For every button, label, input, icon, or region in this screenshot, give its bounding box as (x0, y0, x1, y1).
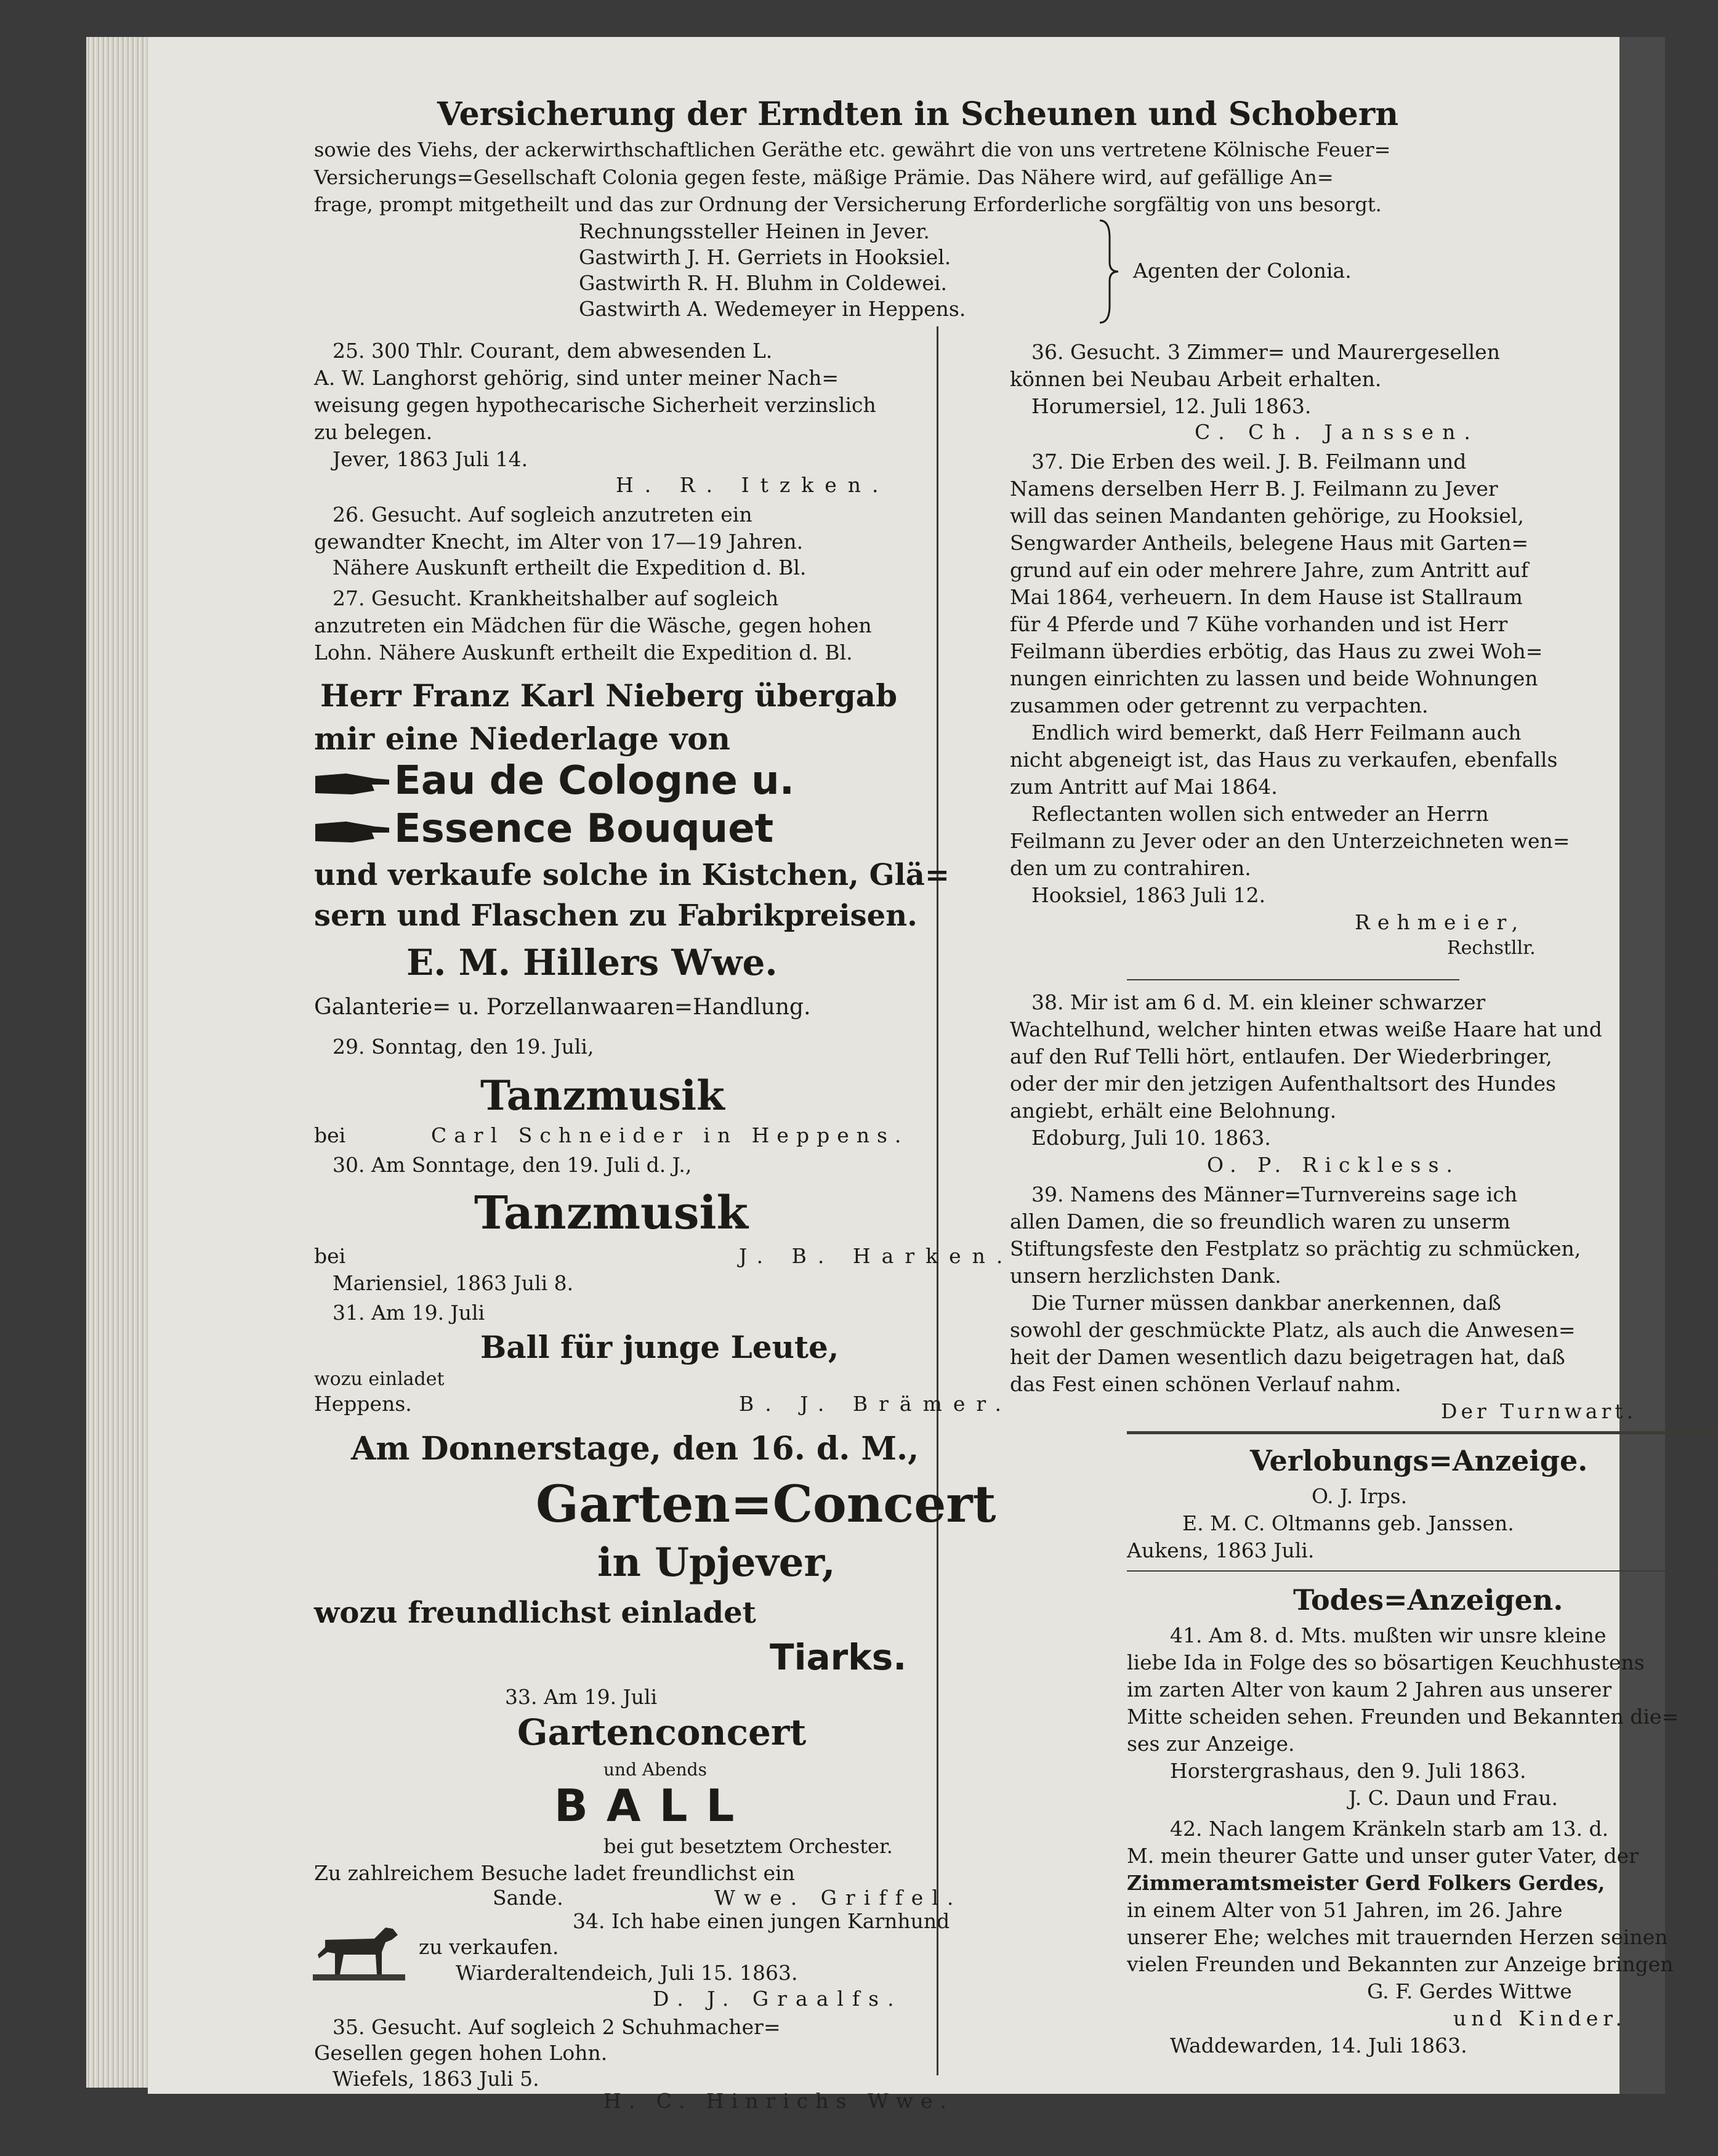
ad35-line-3: Wiefels, 1863 Juli 5. (333, 2067, 539, 2091)
ad38-line-3: auf den Ruf Telli hört, entlaufen. Der Wiederbringer, (1010, 1044, 1552, 1068)
agent-4: Gastwirth A. Wedemeyer in Heppens. (579, 297, 966, 321)
ad34-line-1: 34. Ich habe einen jungen Karnhund (573, 1909, 950, 1933)
ad32-invite: wozu freundlichst einladet (314, 1596, 756, 1630)
brace-icon (1096, 219, 1121, 324)
death-notices-title: Todes=Anzeigen. (1293, 1583, 1563, 1617)
ad27-line-3: Lohn. Nähere Auskunft ertheilt die Expedition d. Bl. (314, 640, 853, 664)
agent-2: Gastwirth J. H. Gerriets in Hooksiel. (579, 245, 951, 269)
column-divider (937, 326, 938, 2075)
ad30-head: Tanzmusik (474, 1187, 748, 1240)
ad39-line-5: Die Turner müssen dankbar anerkennen, daß (1031, 1291, 1501, 1315)
ad39-signature: Der Turnwart. (1441, 1399, 1637, 1423)
ad33-signature: Wwe. Griffel. (714, 1886, 962, 1910)
ad30-signature: J. B. Harken. (739, 1244, 1014, 1268)
ad29-head: Tanzmusik (480, 1072, 725, 1120)
ad37-signature: Rehmeier, (1355, 910, 1526, 934)
ad39-line-8: das Fest einen schönen Verlauf nahm. (1010, 1372, 1401, 1396)
ad37-line-9: nungen einrichten zu lassen und beide Wohnungen (1010, 666, 1538, 690)
ad37-line-3: will das seinen Mandanten gehörige, zu Hooksiel, (1010, 504, 1524, 528)
newspaper-page (148, 37, 1679, 2113)
ad41-line-1: 41. Am 8. d. Mts. mußten wir unsre kleine (1170, 1623, 1607, 1647)
ad41-line-6: Horstergrashaus, den 9. Juli 1863. (1170, 1759, 1526, 1783)
ad36-line-1: 36. Gesucht. 3 Zimmer= und Maurergesellen (1031, 340, 1500, 364)
ad28-intro-1: Herr Franz Karl Nieberg übergab (320, 677, 898, 714)
ad41-line-5: ses zur Anzeige. (1127, 1732, 1295, 1756)
ad37-line-16: den um zu contrahiren. (1010, 856, 1251, 880)
ad37-line-17: Hooksiel, 1863 Juli 12. (1031, 883, 1266, 907)
ad38-signature: O. P. Rickless. (1207, 1153, 1460, 1177)
ad28-firm: E. M. Hillers Wwe. (406, 942, 778, 983)
ad32-date: Am Donnerstage, den 16. d. M., (351, 1430, 919, 1468)
engagement-line-2: E. M. C. Oltmanns geb. Janssen. (1182, 1511, 1514, 1535)
ad28-rest-2: sern und Flaschen zu Fabrikpreisen. (314, 898, 917, 933)
header-line-2: Versicherungs=Gesellschaft Colonia gegen feste, mäßige Prämie. Das Nähere wird, auf gefällige An= (314, 166, 1334, 189)
ad41-line-4: Mitte scheiden sehen. Freunden und Bekannten die= (1127, 1705, 1679, 1729)
ad39-line-3: Stiftungsfeste den Festplatz so prächtig zu schmücken, (1010, 1237, 1581, 1261)
ad29-signature: Carl Schneider in Heppens. (431, 1123, 909, 1147)
ad28-sub: Galanterie= u. Porzellanwaaren=Handlung. (314, 995, 811, 1020)
ad42-place: Waddewarden, 14. Juli 1863. (1170, 2033, 1467, 2057)
ad33-head: Gartenconcert (517, 1711, 807, 1753)
ad42-signature-2: und Kinder. (1453, 2006, 1627, 2030)
ad32-place: in Upjever, (597, 1540, 836, 1586)
ad37-line-7: für 4 Pferde und 7 Kühe vorhanden und ist Herr (1010, 612, 1508, 636)
ad37-line-1: 37. Die Erben des weil. J. B. Feilmann und (1031, 450, 1467, 474)
ad34-line-3: Wiarderaltendeich, Juli 15. 1863. (456, 1961, 798, 1985)
ad42-line-1: 42. Nach langem Kränkeln starb am 13. d. (1170, 1817, 1609, 1841)
ad37-line-5: grund auf ein oder mehrere Jahre, zum Antritt auf (1010, 558, 1529, 582)
ad34-line-2: zu verkaufen. (419, 1935, 559, 1959)
ad35-line-2: Gesellen gegen hohen Lohn. (314, 2041, 608, 2065)
ad30-place: Mariensiel, 1863 Juli 8. (333, 1271, 574, 1295)
header-line-3: frage, prompt mitgetheilt und das zur Ordnung der Versicherung Erforderliche sorgfältig von uns besorgt. (314, 193, 1382, 216)
engagement-line-1: O. J. Irps. (1312, 1484, 1408, 1508)
ad26-line-2: gewandter Knecht, im Alter von 17—19 Jahren. (314, 530, 804, 554)
ad28-rest-1: und verkaufe solche in Kistchen, Glä= (314, 858, 950, 892)
ad33-orchestra: bei gut besetztem Orchester. (603, 1835, 893, 1858)
section-rule (1127, 1431, 1718, 1434)
ad42-line-2: M. mein theurer Gatte und unser guter Vater, der (1127, 1844, 1639, 1868)
ad42-line-5: unserer Ehe; welches mit trauernden Herzen seinen (1127, 1925, 1668, 1949)
ad37-line-4: Sengwarder Antheils, belegene Haus mit Garten= (1010, 531, 1529, 555)
ad41-line-2: liebe Ida in Folge des so bösartigen Keuchhustens (1127, 1650, 1645, 1674)
ad39-line-6: sowohl der geschmückte Platz, als auch die Anwesen= (1010, 1318, 1576, 1342)
ad26-line-3: Nähere Auskunft ertheilt die Expedition d. Bl. (333, 555, 807, 579)
ad39-line-1: 39. Namens des Männer=Turnvereins sage ich (1031, 1182, 1518, 1206)
ad41-signature: J. C. Daun und Frau. (1349, 1786, 1559, 1810)
ad25-line-5: Jever, 1863 Juli 14. (333, 447, 528, 471)
ad28-intro-2: mir eine Niederlage von (314, 721, 730, 757)
ad36-line-3: Horumersiel, 12. Juli 1863. (1031, 394, 1312, 418)
ad33-invite: Zu zahlreichem Besuche ladet freundlichst ein (314, 1861, 795, 1885)
ad39-line-2: allen Damen, die so freundlich waren zu unserm (1010, 1209, 1510, 1233)
ad39-line-4: unsern herzlichsten Dank. (1010, 1264, 1281, 1288)
ad38-line-6: Edoburg, Juli 10. 1863. (1031, 1126, 1271, 1150)
book-edge (1619, 37, 1665, 2094)
ad31-date: 31. Am 19. Juli (333, 1301, 485, 1325)
ad37-line-14: Reflectanten wollen sich entweder an Herrn (1031, 802, 1489, 826)
agent-1: Rechnungssteller Heinen in Jever. (579, 219, 930, 243)
ad28-product-1: Eau de Cologne u. (394, 758, 795, 804)
ad38-line-1: 38. Mir ist am 6 d. M. ein kleiner schwarzer (1031, 990, 1486, 1014)
ad32-head: Garten=Concert (536, 1475, 996, 1534)
ad37-line-11: Endlich wird bemerkt, daß Herr Feilmann auch (1031, 721, 1522, 745)
ad34-signature: D. J. Graalfs. (653, 1987, 903, 2011)
ad42-signature-1: G. F. Gerdes Wittwe (1367, 1979, 1572, 2003)
ad27-line-2: anzutreten ein Mädchen für die Wäsche, gegen hohen (314, 613, 872, 637)
ad33-date: 33. Am 19. Juli (505, 1685, 658, 1709)
section-rule (1127, 1570, 1718, 1572)
ad42-line-3: Zimmeramtsmeister Gerd Folkers Gerdes, (1127, 1871, 1605, 1895)
ad31-signature: B. J. Brämer. (739, 1392, 1013, 1416)
agents-label: Agenten der Colonia. (1133, 259, 1352, 283)
ad25-line-4: zu belegen. (314, 420, 433, 444)
ad36-signature: C. Ch. Janssen. (1195, 420, 1479, 444)
ad38-line-4: oder der mir den jetzigen Aufenthaltsort des Hundes (1010, 1072, 1556, 1096)
ad39-line-7: heit der Damen wesentlich dazu beigetragen hat, daß (1010, 1345, 1565, 1369)
engagement-title: Verlobungs=Anzeige. (1250, 1444, 1588, 1477)
ad25-line-1: 25. 300 Thlr. Courant, dem abwesenden L. (333, 339, 773, 363)
ad33-and: und Abends (603, 1759, 707, 1780)
ad37-line-12: nicht abgeneigt ist, das Haus zu verkaufen, ebenfalls (1010, 748, 1558, 772)
ad37-line-6: Mai 1864, verheuern. In dem Hause ist Stallraum (1010, 585, 1523, 609)
ad29-date: 29. Sonntag, den 19. Juli, (333, 1035, 594, 1059)
ad37-title: Rechstllr. (1447, 937, 1536, 959)
ad36-line-2: können bei Neubau Arbeit erhalten. (1010, 367, 1382, 391)
ad30-date: 30. Am Sonntage, den 19. Juli d. J., (333, 1153, 692, 1177)
header-line-1: sowie des Viehs, der ackerwirthschaftlichen Geräthe etc. gewährt die von uns vertretene Kölnische Feuer= (314, 138, 1391, 161)
ad37-line-10: zusammen oder getrennt zu verpachten. (1010, 693, 1429, 717)
ad31-head: Ball für junge Leute, (480, 1329, 839, 1365)
ad27-line-1: 27. Gesucht. Krankheitshalber auf sogleich (333, 586, 779, 610)
ad31-place: Heppens. (314, 1392, 412, 1416)
ad28-product-2: Essence Bouquet (394, 806, 774, 852)
engagement-line-3: Aukens, 1863 Juli. (1127, 1538, 1315, 1562)
ad42-line-4: in einem Alter von 51 Jahren, im 26. Jahre (1127, 1898, 1563, 1922)
ad26-line-1: 26. Gesucht. Auf sogleich anzutreten ein (333, 503, 752, 527)
ad37-line-2: Namens derselben Herr B. J. Feilmann zu Jever (1010, 477, 1498, 501)
book-page-stack (86, 37, 154, 2088)
ad32-signature: Tiarks. (770, 1636, 907, 1678)
ad29-by: bei (314, 1123, 346, 1147)
ad37-line-13: zum Antritt auf Mai 1864. (1010, 775, 1278, 799)
ad38-line-2: Wachtelhund, welcher hinten etwas weiße Haare hat und (1010, 1017, 1602, 1041)
agent-3: Gastwirth R. H. Bluhm in Coldewei. (579, 271, 947, 295)
ad35-line-1: 35. Gesucht. Auf sogleich 2 Schuhmacher= (333, 2015, 781, 2039)
ad35-signature: H. C. Hinrichs Wwe. (603, 2089, 954, 2113)
ad31-invite: wozu einladet (314, 1368, 445, 1390)
pointing-hand-icon (315, 770, 389, 798)
ad25-signature: H. R. Itzken. (616, 473, 890, 497)
ad37-line-15: Feilmann zu Jever oder an den Unterzeichneten wen= (1010, 829, 1570, 853)
ad37-line-8: Feilmann überdies erbötig, das Haus zu zwei Woh= (1010, 639, 1543, 663)
dog-illustration-icon (313, 1915, 405, 1983)
pointing-hand-icon (315, 818, 389, 846)
ad30-by: bei (314, 1244, 346, 1268)
ad33-ball: BALL (554, 1780, 753, 1831)
ad25-line-3: weisung gegen hypothecarische Sicherheit verzinslich (314, 393, 876, 417)
ad41-line-3: im zarten Alter von kaum 2 Jahren aus unserer (1127, 1678, 1612, 1702)
ad42-line-6: vielen Freunden und Bekannten zur Anzeige bringen (1127, 1952, 1674, 1976)
ad38-line-5: angiebt, erhält eine Belohnung. (1010, 1099, 1337, 1123)
ad25-line-2: A. W. Langhorst gehörig, sind unter meiner Nach= (314, 366, 839, 390)
section-rule (1127, 979, 1459, 980)
header-title: Versicherung der Erndten in Scheunen und Schobern (437, 95, 1399, 133)
ad33-place: Sande. (493, 1886, 563, 1910)
